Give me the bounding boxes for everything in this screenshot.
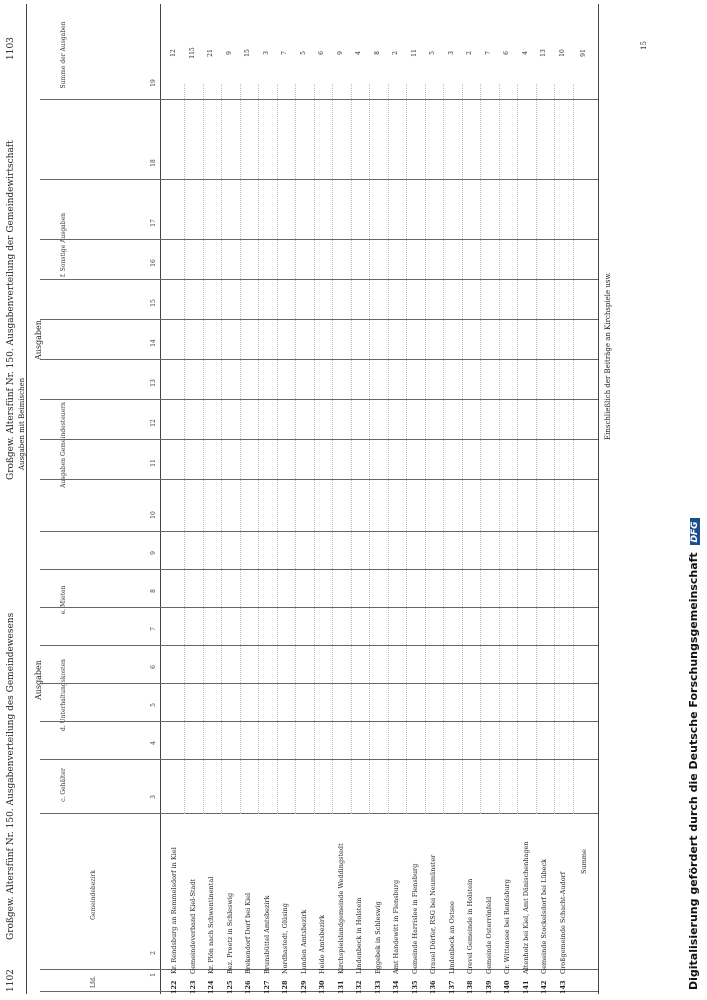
- row-district: Brunsbüttel Amtsbezirk: [262, 895, 271, 974]
- row-total: 5: [299, 51, 307, 55]
- row-district: Kirchspielslandgemeinde Weddingstedt: [336, 843, 345, 974]
- row-number: 139: [484, 980, 493, 994]
- sum-label: Summe: [580, 849, 588, 874]
- dfg-sidebar: [684, 0, 707, 1000]
- subheading-lfd: Lfd.: [90, 976, 97, 988]
- row-number: 125: [225, 980, 234, 994]
- row-number: 122: [170, 980, 178, 994]
- row-number: 135: [410, 980, 419, 994]
- row-number: 133: [373, 980, 382, 994]
- header-bottom-rule: [160, 4, 161, 994]
- row-number: 126: [244, 980, 252, 994]
- row-total: 6: [318, 51, 325, 55]
- row-guide-line: [536, 84, 537, 814]
- row-district: Grevel Gemeinde in Holstein: [466, 878, 474, 974]
- row-total: 9: [336, 51, 344, 55]
- row-guide-line: [221, 84, 222, 814]
- column-rule: [40, 239, 598, 240]
- row-district: Brekendorf Dorf bei Kiel: [244, 892, 252, 974]
- column-number: 14: [150, 339, 157, 347]
- row-number: 143: [558, 980, 567, 994]
- column-number: 9: [150, 551, 157, 555]
- row-total: 115: [188, 47, 196, 59]
- row-total: 5: [429, 51, 436, 55]
- column-number: 16: [150, 259, 157, 267]
- row-guide-line: [277, 84, 278, 814]
- row-guide-line: [369, 84, 370, 814]
- row-district: Lindenbeck in Holstein: [355, 897, 363, 974]
- row-total: 4: [355, 51, 362, 55]
- row-district: Gr. Wittensee bei Rendsburg: [503, 879, 511, 974]
- column-rule: [40, 683, 598, 684]
- row-district: Lunden Amtsbezirk: [299, 909, 308, 974]
- column-rule: [40, 359, 598, 360]
- column-number: 11: [150, 459, 157, 467]
- row-number: 124: [207, 980, 215, 994]
- row-total: 12: [170, 49, 177, 57]
- row-number: 129: [299, 980, 308, 994]
- row-guide-line: [573, 84, 574, 814]
- row-guide-line: [240, 84, 241, 814]
- column-number: 6: [150, 665, 157, 669]
- row-number: 142: [540, 980, 548, 994]
- row-total: 13: [540, 49, 547, 57]
- row-total: 15: [244, 49, 251, 57]
- row-district: Grauel Dörfer, RSG bei Neumünster: [429, 854, 437, 974]
- row-total: 21: [207, 49, 214, 57]
- row-district: Kr. Plön nach Schwentinental: [207, 876, 215, 974]
- column-number: 19: [150, 79, 157, 87]
- column-rule: [40, 531, 598, 532]
- table-bottom-rule: [598, 4, 599, 994]
- row-total: 4: [521, 51, 529, 55]
- column-rule: [40, 439, 598, 440]
- footnote: Einschließlich der Beiträge an Kirchspiele usw.: [604, 272, 612, 440]
- row-total: 8: [373, 51, 381, 55]
- row-guide-line: [388, 84, 389, 814]
- row-guide-line: [351, 84, 352, 814]
- row-guide-line: [480, 84, 481, 814]
- row-total: 3: [447, 51, 455, 55]
- column-number: 15: [150, 299, 157, 307]
- column-number: 17: [150, 219, 157, 227]
- row-number: 141: [521, 980, 530, 994]
- column-rule: [40, 607, 598, 608]
- row-guide-line: [517, 84, 518, 814]
- subheading-salaries: c. Gehälter: [60, 768, 67, 802]
- row-number: 136: [429, 980, 437, 994]
- row-guide-line: [295, 84, 296, 814]
- row-district: Altenholz bei Kiel, Amt Dänischenhagen: [521, 841, 530, 974]
- column-rule: [40, 721, 598, 722]
- row-district: Bez. Preetz in Schleswig: [225, 892, 234, 974]
- row-number: 132: [355, 980, 363, 994]
- column-rule: [40, 279, 598, 280]
- column-number: 2: [150, 951, 157, 955]
- top-rule: [26, 4, 27, 994]
- column-rule: [40, 99, 598, 100]
- sidebar-text: Digitalisierung gefördert durch die Deutsche Forschungsgemeinschaft: [687, 552, 700, 990]
- column-rule: [40, 479, 598, 480]
- row-district: Eggebek in Schleswig: [373, 901, 382, 974]
- column-number: 1: [150, 973, 157, 977]
- column-number: 18: [150, 159, 157, 167]
- right-title: Großgew. Altersfünf Nr. 150. Ausgabenverteilung der Gemeindewirtschaft: [6, 140, 16, 480]
- left-title: Großgew. Altersfünf Nr. 150. Ausgabenverteilung des Gemeindewesens: [6, 612, 16, 940]
- column-number: 3: [150, 795, 157, 799]
- group-heading-3: Ausgaben mit Beimischen: [18, 377, 26, 470]
- row-guide-line: [258, 84, 259, 814]
- left-page-number: 1102: [6, 969, 16, 992]
- row-guide-line: [332, 84, 333, 814]
- row-district: Gemeinde Harrislee in Flensburg: [410, 863, 419, 974]
- row-guide-line: [184, 84, 185, 814]
- row-district: Heide Amtsbezirk: [318, 914, 326, 974]
- row-number: 137: [447, 980, 456, 994]
- subheading-maintenance: d. Unterhaltungskosten: [60, 659, 67, 731]
- row-total: 2: [392, 51, 399, 55]
- row-district: Gemeinde Osterrönfeld: [484, 896, 493, 974]
- row-number: 138: [466, 980, 474, 994]
- row-district: Gemeinde Stockelsdorf bei Lübeck: [540, 858, 548, 974]
- column-number: 10: [150, 511, 157, 519]
- column-number: 12: [150, 419, 157, 427]
- row-total: 10: [558, 49, 566, 57]
- column-number: 13: [150, 379, 157, 387]
- row-guide-line: [443, 84, 444, 814]
- row-district: Nordhastedt, Glüsing: [281, 903, 289, 974]
- row-guide-line: [203, 84, 204, 814]
- row-district: Gemeindeverband Kiel-Stadt: [188, 878, 197, 974]
- column-number: 7: [150, 627, 157, 631]
- subheading-taxes: Ausgaben Gemeindesteuern: [60, 402, 67, 488]
- row-guide-line: [499, 84, 500, 814]
- row-number: 123: [188, 980, 197, 994]
- column-number: 5: [150, 703, 157, 707]
- row-number: 131: [336, 980, 345, 994]
- dfg-sidebar-text: [687, 518, 700, 990]
- right-page-number: 1103: [6, 37, 16, 60]
- column-rule: [40, 319, 598, 320]
- subheading-district: Gemeindebezirk: [90, 870, 97, 920]
- subheading-rents: e. Mieten: [60, 585, 67, 615]
- column-number: 8: [150, 589, 157, 593]
- row-number: 134: [392, 980, 400, 994]
- row-total: 6: [503, 51, 510, 55]
- row-district: Lindenbeck an Ostsee: [447, 901, 456, 974]
- row-district: Amt Handewitt in Flensburg: [392, 879, 400, 974]
- row-number: 130: [318, 980, 326, 994]
- row-number: 128: [281, 980, 289, 994]
- row-guide-line: [462, 84, 463, 814]
- group-heading-1: Ausgaben: [34, 660, 43, 700]
- row-guide-line: [406, 84, 407, 814]
- row-number: 127: [262, 980, 271, 994]
- row-total: 9: [225, 51, 233, 55]
- group-heading-2: Ausgaben: [34, 320, 43, 360]
- row-guide-line: [425, 84, 426, 814]
- column-number: 4: [150, 741, 157, 745]
- column-rule: [40, 759, 598, 760]
- row-total: 2: [466, 51, 473, 55]
- page-mark: 15: [640, 41, 648, 50]
- row-total: 7: [281, 51, 288, 55]
- column-rule: [40, 569, 598, 570]
- row-guide-line: [314, 84, 315, 814]
- subheading-total: Summe der Ausgaben: [60, 21, 67, 89]
- row-total: 11: [410, 49, 418, 57]
- row-total: 7: [484, 51, 492, 55]
- dfg-badge: DFG: [690, 518, 700, 545]
- column-rule: [40, 179, 598, 180]
- column-rule: [40, 645, 598, 646]
- subheading-other: f. Sonstige Ausgaben: [60, 212, 67, 278]
- row-guide-line: [554, 84, 555, 814]
- sum-value: 91: [580, 49, 587, 57]
- row-district: Großgemeinde Schacht-Audorf: [558, 871, 567, 974]
- row-number: 140: [503, 980, 511, 994]
- row-district: Kr. Rendsburg an Remmelsdorf in Kiel: [170, 847, 178, 974]
- column-rule: [40, 399, 598, 400]
- row-total: 3: [262, 51, 270, 55]
